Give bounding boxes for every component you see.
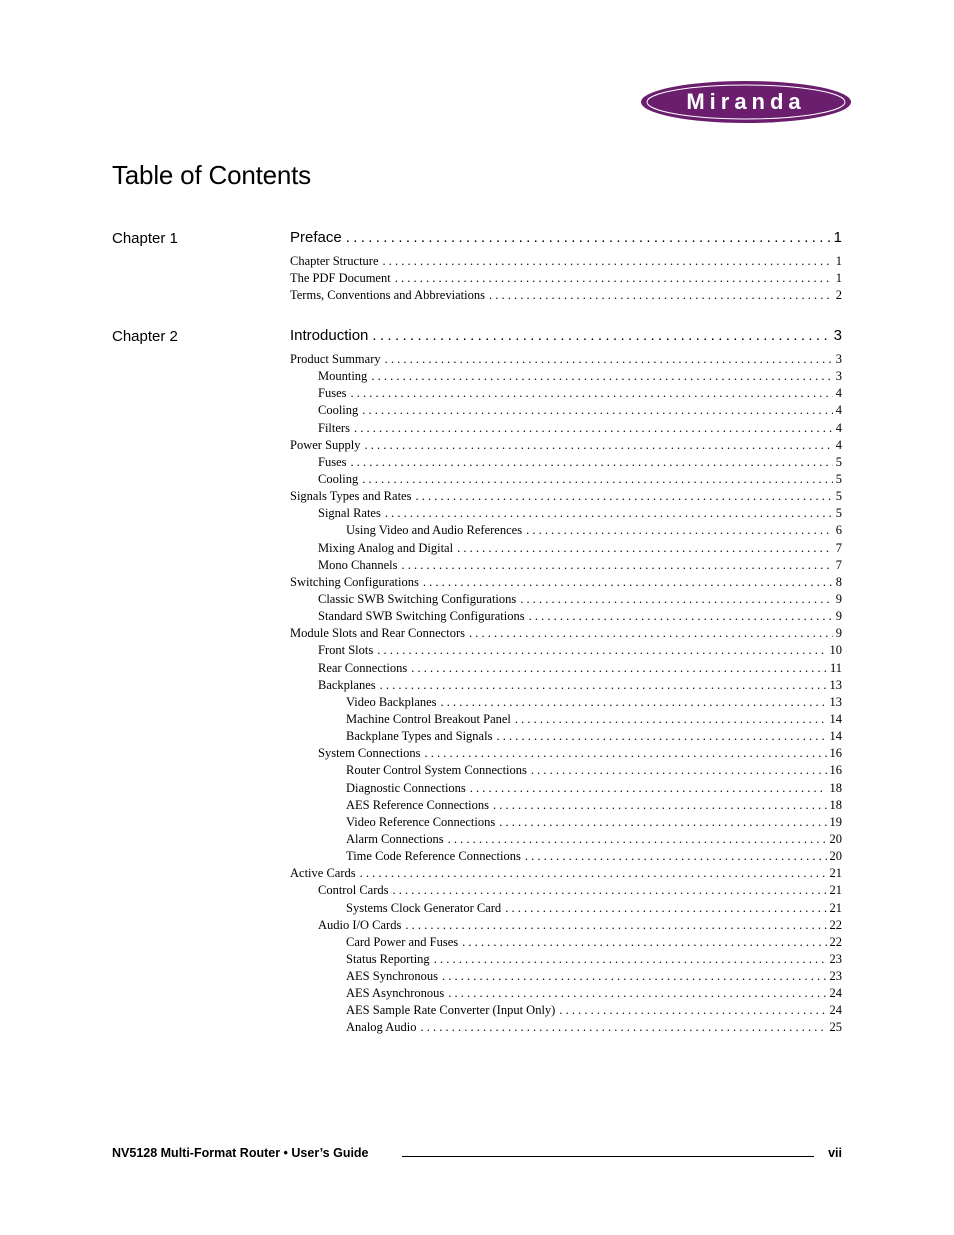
toc-leader-dots (531, 762, 827, 779)
toc-entry[interactable] (290, 522, 842, 539)
toc-leader-dots (469, 625, 833, 642)
toc-leader-dots (526, 522, 833, 539)
toc-entry[interactable] (290, 642, 842, 659)
toc-entry-title: AES Asynchronous (346, 986, 445, 1001)
toc-leader-dots (515, 711, 827, 728)
footer-rule (402, 1156, 814, 1157)
toc-leader-dots (457, 540, 833, 557)
toc-leader-dots (380, 677, 827, 694)
toc-entry[interactable] (290, 711, 842, 728)
toc-entry-page: 7 (835, 540, 842, 555)
toc-entry[interactable] (290, 270, 842, 287)
toc-entry[interactable] (290, 728, 842, 745)
toc-leader-dots (559, 1002, 826, 1019)
toc-entry-title: Mono Channels (318, 557, 398, 572)
toc-entry-title: Machine Control Breakout Panel (346, 711, 511, 726)
toc-leader-dots (442, 968, 826, 985)
toc-entry-title: Rear Connections (318, 660, 408, 675)
toc-leader-dots (371, 368, 832, 385)
toc-entry[interactable] (290, 385, 842, 402)
toc-entry-title: Chapter Structure (290, 254, 379, 268)
toc-entry-page: 5 (835, 489, 842, 504)
toc-entry-page: 1 (835, 271, 842, 286)
footer-doc-title: NV5128 Multi-Format Router • User’s Guide (112, 1146, 369, 1160)
toc-entry-title: AES Sample Rate Converter (Input Only) (346, 1003, 556, 1018)
toc-entry-title: The PDF Document (290, 271, 391, 286)
toc-entry-page: 20 (829, 831, 842, 846)
toc-entry-page: 3 (835, 369, 842, 384)
toc-entry-page: 9 (835, 626, 842, 641)
toc-entry-page: 13 (829, 694, 842, 709)
toc-entry-page: 19 (829, 814, 842, 829)
toc-entry[interactable] (290, 900, 842, 917)
toc-entry[interactable] (290, 625, 842, 642)
toc-leader-dots (489, 287, 833, 304)
toc-entry-title: Cooling (318, 471, 359, 486)
chapter-1-label: Chapter 1 (112, 230, 178, 247)
toc-leader-dots (415, 488, 832, 505)
toc-entry-title: Terms, Conventions and Abbreviations (290, 288, 485, 303)
toc-entry-page: 4 (835, 403, 842, 418)
toc-entry-title: Router Control System Connections (346, 763, 527, 778)
toc-entry-page: 18 (829, 780, 842, 795)
toc-entry[interactable] (290, 745, 842, 762)
toc-entry-page: 24 (829, 1003, 842, 1018)
toc-entry-title: Mixing Analog and Digital (318, 540, 454, 555)
toc-chapter-heading[interactable]: Preface ..... 1 (290, 229, 842, 253)
toc-entry-page: 8 (835, 574, 842, 589)
toc-leader-dots (448, 831, 827, 848)
toc-leader-dots (424, 745, 826, 762)
toc-entry-title: Standard SWB Switching Configurations (318, 609, 525, 624)
toc-entry-title: Signals Types and Rates (290, 489, 412, 504)
toc-entry-page: 10 (829, 643, 842, 658)
toc-entry-title: Analog Audio (346, 1020, 417, 1035)
toc-entry[interactable] (290, 917, 842, 934)
toc-entry[interactable] (290, 540, 842, 557)
toc-entry-page: 18 (829, 797, 842, 812)
toc-entry-title: Classic SWB Switching Configurations (318, 591, 517, 606)
toc-entry[interactable] (290, 253, 842, 270)
toc-entry[interactable] (290, 951, 842, 968)
svg-text:Miranda: Miranda (686, 89, 806, 114)
toc-entry[interactable] (290, 420, 842, 437)
footer-page-number: vii (828, 1146, 842, 1160)
toc-entry-title: Fuses (318, 454, 347, 469)
toc-entry-page: 2 (835, 288, 842, 303)
toc-entry-title: Backplane Types and Signals (346, 729, 493, 744)
toc-entry-title: AES Reference Connections (346, 797, 490, 812)
toc-entry[interactable] (290, 694, 842, 711)
toc-entry-page: 11 (829, 660, 842, 675)
toc-entry-page: 22 (829, 917, 842, 932)
toc-entry-page: 3 (835, 352, 842, 366)
toc-entry-page: 1 (835, 254, 842, 268)
toc-entry-page: 25 (829, 1020, 842, 1035)
toc-entry-title: Video Reference Connections (346, 814, 496, 829)
toc-entry-title: Mounting (318, 369, 368, 384)
toc-entry[interactable] (290, 780, 842, 797)
toc-leader-dots (423, 574, 833, 591)
toc-entry[interactable] (290, 985, 842, 1002)
toc-entry-title: Card Power and Fuses (346, 934, 459, 949)
toc-leader-dots (441, 694, 827, 711)
toc-entry[interactable] (290, 488, 842, 505)
toc-entry-title: Signal Rates (318, 506, 381, 521)
toc-leader-dots (525, 848, 827, 865)
toc-entry-page: 9 (835, 609, 842, 624)
toc-entry-title: Control Cards (318, 883, 389, 898)
toc-entry[interactable] (290, 368, 842, 385)
toc-entry-title: Using Video and Audio References (346, 523, 523, 538)
toc-entry[interactable] (290, 557, 842, 574)
toc-entry-title: Filters (318, 420, 350, 435)
toc-entry-page: 4 (835, 437, 842, 452)
toc-leader-dots (529, 608, 833, 625)
toc-entry-title: Alarm Connections (346, 831, 444, 846)
toc-entry[interactable] (290, 1002, 842, 1019)
toc-entry-page: 6 (835, 523, 842, 538)
toc-entry[interactable] (290, 968, 842, 985)
toc-entry-page: 7 (835, 557, 842, 572)
toc-entry[interactable] (290, 608, 842, 625)
toc-leader-dots (448, 985, 826, 1002)
toc-entry-title: Time Code Reference Connections (346, 849, 521, 864)
toc-entry-page: 14 (829, 729, 842, 744)
toc-leader-dots (411, 660, 827, 677)
toc-entry-title: Active Cards (290, 866, 356, 881)
toc-entry[interactable] (290, 660, 842, 677)
toc-leader-dots (360, 865, 827, 882)
toc-leader-dots (462, 934, 826, 951)
toc-leader-dots (493, 797, 826, 814)
toc-entry[interactable] (290, 402, 842, 419)
toc-entry[interactable] (290, 848, 842, 865)
toc-entry-page: 13 (829, 677, 842, 692)
toc-entry-page: 16 (829, 763, 842, 778)
toc-leader-dots (470, 780, 827, 797)
toc-entry-page: 5 (835, 471, 842, 486)
toc-entry[interactable] (290, 287, 842, 304)
toc-entry[interactable] (290, 882, 842, 899)
toc-entry[interactable] (290, 865, 842, 882)
toc-entry-title: Front Slots (318, 643, 374, 658)
toc-entry[interactable] (290, 591, 842, 608)
toc-entry[interactable] (290, 762, 842, 779)
toc-entry[interactable] (290, 471, 842, 488)
toc-entry-page: 9 (835, 591, 842, 606)
toc-entry-title: Systems Clock Generator Card (346, 900, 502, 915)
toc-leader-dots (385, 351, 833, 368)
toc-leader-dots (395, 270, 833, 287)
page-title: Table of Contents (112, 160, 311, 190)
toc-entry-title: Power Supply (290, 437, 361, 452)
toc-leader-dots (350, 454, 832, 471)
toc-leader-dots (350, 385, 832, 402)
toc-leader-dots (365, 437, 833, 454)
toc-leader-dots (434, 951, 827, 968)
toc-leader-dots (499, 814, 826, 831)
toc-entry-title: Fuses (318, 386, 347, 401)
toc-leader-dots (402, 557, 833, 574)
toc-leader-dots (405, 917, 826, 934)
chapter-1-entries (290, 229, 842, 304)
toc-entry-page: 4 (835, 386, 842, 401)
toc-entry-title: System Connections (318, 746, 421, 761)
toc-entry[interactable] (290, 351, 842, 368)
toc-entry-title: Backplanes (318, 677, 376, 692)
miranda-logo (640, 80, 852, 124)
toc-leader-dots (377, 642, 826, 659)
toc-entry-title: AES Synchronous (346, 969, 439, 984)
toc-entry[interactable] (290, 677, 842, 694)
toc-entry-title: Diagnostic Connections (346, 780, 466, 795)
toc-entry-page: 21 (829, 866, 842, 881)
toc-entry-page: 22 (829, 934, 842, 949)
toc-entry-page: 23 (829, 969, 842, 984)
toc-leader-dots (385, 505, 833, 522)
toc-entry-title: Status Reporting (346, 951, 430, 966)
toc-entry[interactable] (290, 574, 842, 591)
toc-entry-title: Switching Configurations (290, 574, 419, 589)
toc-entry[interactable] (290, 505, 842, 522)
toc-entry-page: 23 (829, 951, 842, 966)
toc-leader-dots (383, 253, 833, 270)
toc-leader-dots (420, 1019, 826, 1036)
toc-entry-title: Video Backplanes (346, 694, 437, 709)
toc-entry-page: 20 (829, 849, 842, 864)
toc-chapter-heading[interactable]: Introduction ..... 3 (290, 327, 842, 351)
toc-entry[interactable] (290, 454, 842, 471)
toc-leader-dots (362, 471, 832, 488)
toc-entry-page: 16 (829, 746, 842, 761)
toc-entry-page: 24 (829, 986, 842, 1001)
toc-entry-title: Audio I/O Cards (318, 917, 402, 932)
toc-leader-dots (354, 420, 833, 437)
toc-entry-title: Product Summary (290, 352, 381, 366)
toc-entry-title: Module Slots and Rear Connectors (290, 626, 465, 641)
toc-leader-dots (392, 882, 826, 899)
toc-leader-dots (505, 900, 826, 917)
toc-leader-dots (362, 402, 832, 419)
toc-entry[interactable] (290, 934, 842, 951)
toc-entry-page: 5 (835, 454, 842, 469)
toc-entry[interactable] (290, 814, 842, 831)
toc-entry-title: Cooling (318, 403, 359, 418)
toc-entry-page: 14 (829, 711, 842, 726)
toc-entry-page: 21 (829, 900, 842, 915)
chapter-2-entries (290, 327, 842, 1037)
toc-entry[interactable] (290, 831, 842, 848)
toc-entry-page: 5 (835, 506, 842, 521)
toc-entry[interactable] (290, 797, 842, 814)
toc-entry-page: 4 (835, 420, 842, 435)
toc-leader-dots (496, 728, 826, 745)
page-footer (112, 1146, 842, 1164)
toc-leader-dots (520, 591, 832, 608)
toc-entry[interactable] (290, 437, 842, 454)
chapter-2-label: Chapter 2 (112, 328, 178, 345)
toc-entry[interactable] (290, 1019, 842, 1036)
toc-entry-page: 21 (829, 883, 842, 898)
